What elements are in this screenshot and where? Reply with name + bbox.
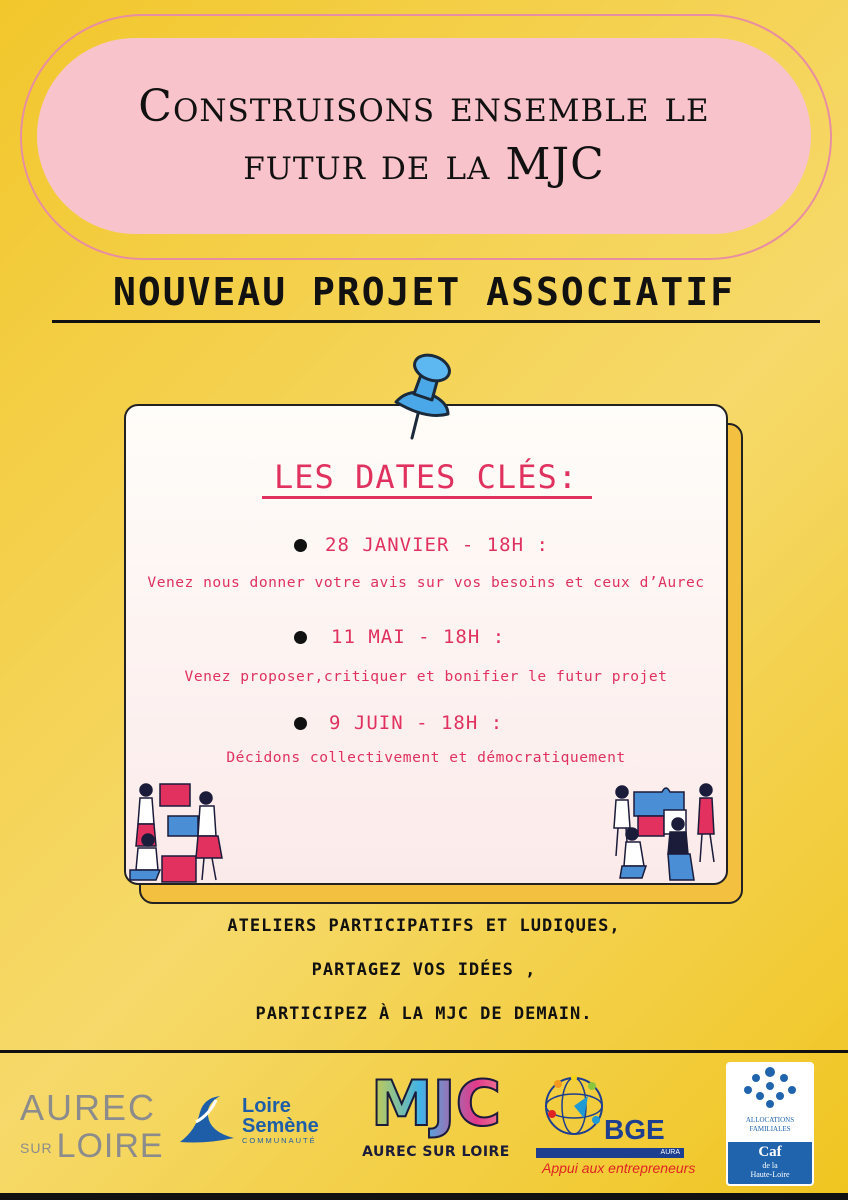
call-to-action-line: ATELIERS PARTICIPATIFS ET LUDIQUES,: [227, 916, 621, 936]
call-to-action-line: PARTAGEZ VOS IDÉES ,: [311, 960, 537, 980]
bullet-icon: [294, 717, 307, 730]
date-item: [294, 534, 549, 556]
aurec-logo-loire: LOIRE: [56, 1127, 164, 1165]
footer-bar: [0, 1193, 848, 1200]
dates-heading: LES DATES CLÉS:: [274, 458, 578, 496]
dates-heading-underline: [262, 496, 592, 499]
caf-logo: [726, 1062, 814, 1186]
date-item: [294, 626, 505, 648]
loire-semene-logo: [176, 1092, 319, 1148]
page-title-line-2: futur de la MJC: [243, 139, 605, 190]
bge-logo-region: AURA: [536, 1148, 684, 1158]
subtitle-underline: [52, 320, 820, 323]
mjc-logo-caption: AUREC SUR LOIRE: [362, 1144, 510, 1160]
subtitle: NOUVEAU PROJET ASSOCIATIF: [113, 270, 735, 314]
aurec-logo-sur: SUR: [20, 1140, 53, 1157]
people-puzzle-illustration: [604, 780, 724, 884]
date-item: [294, 712, 503, 734]
loire-semene-line3: COMMUNAUTÉ: [242, 1135, 317, 1145]
aurec-logo-text: AUREC: [20, 1087, 157, 1128]
bge-logo-tagline: Appui aux entrepreneurs: [542, 1160, 696, 1176]
loire-semene-line2: Semène: [242, 1114, 319, 1137]
date-description: Décidons collectivement et démocratiquement: [226, 749, 626, 766]
date-label: 9 JUIN - 18H :: [329, 712, 504, 734]
caf-line1: ALLOCATIONS: [745, 1116, 795, 1124]
date-label: 11 MAI - 18H :: [331, 626, 506, 648]
date-label: 28 JANVIER - 18H :: [325, 534, 549, 556]
people-building-illustration: [126, 776, 236, 886]
date-description: Venez proposer,critiquer et bonifier le futur projet: [184, 668, 668, 685]
date-description: Venez nous donner votre avis sur vos besoins et ceux d’Aurec: [147, 574, 705, 591]
call-to-action-line: PARTICIPEZ À LA MJC DE DEMAIN.: [255, 1004, 593, 1024]
loire-semene-icon: [176, 1092, 238, 1148]
mjc-logo-letters: MJC: [356, 1064, 516, 1144]
loire-semene-line1: Loire: [242, 1094, 291, 1117]
pushpin-icon: [386, 350, 466, 445]
title-pill: [37, 38, 811, 234]
aurec-sur-loire-logo: [20, 1088, 164, 1166]
caf-family-icon: [728, 1064, 812, 1114]
bullet-icon: [294, 631, 307, 644]
caf-line2: FAMILIALES: [749, 1125, 791, 1133]
caf-line4: Haute-Loire: [750, 1170, 790, 1179]
bullet-icon: [294, 539, 307, 552]
bge-globe-icon: [538, 1066, 608, 1148]
page-title-line-1: Construisons ensemble le: [138, 81, 710, 132]
caf-line3: de la: [762, 1161, 778, 1170]
mjc-logo: [356, 1064, 516, 1160]
footer-divider: [0, 1050, 848, 1053]
caf-name: Caf: [758, 1144, 782, 1160]
bge-logo-name: BGE: [604, 1114, 665, 1145]
